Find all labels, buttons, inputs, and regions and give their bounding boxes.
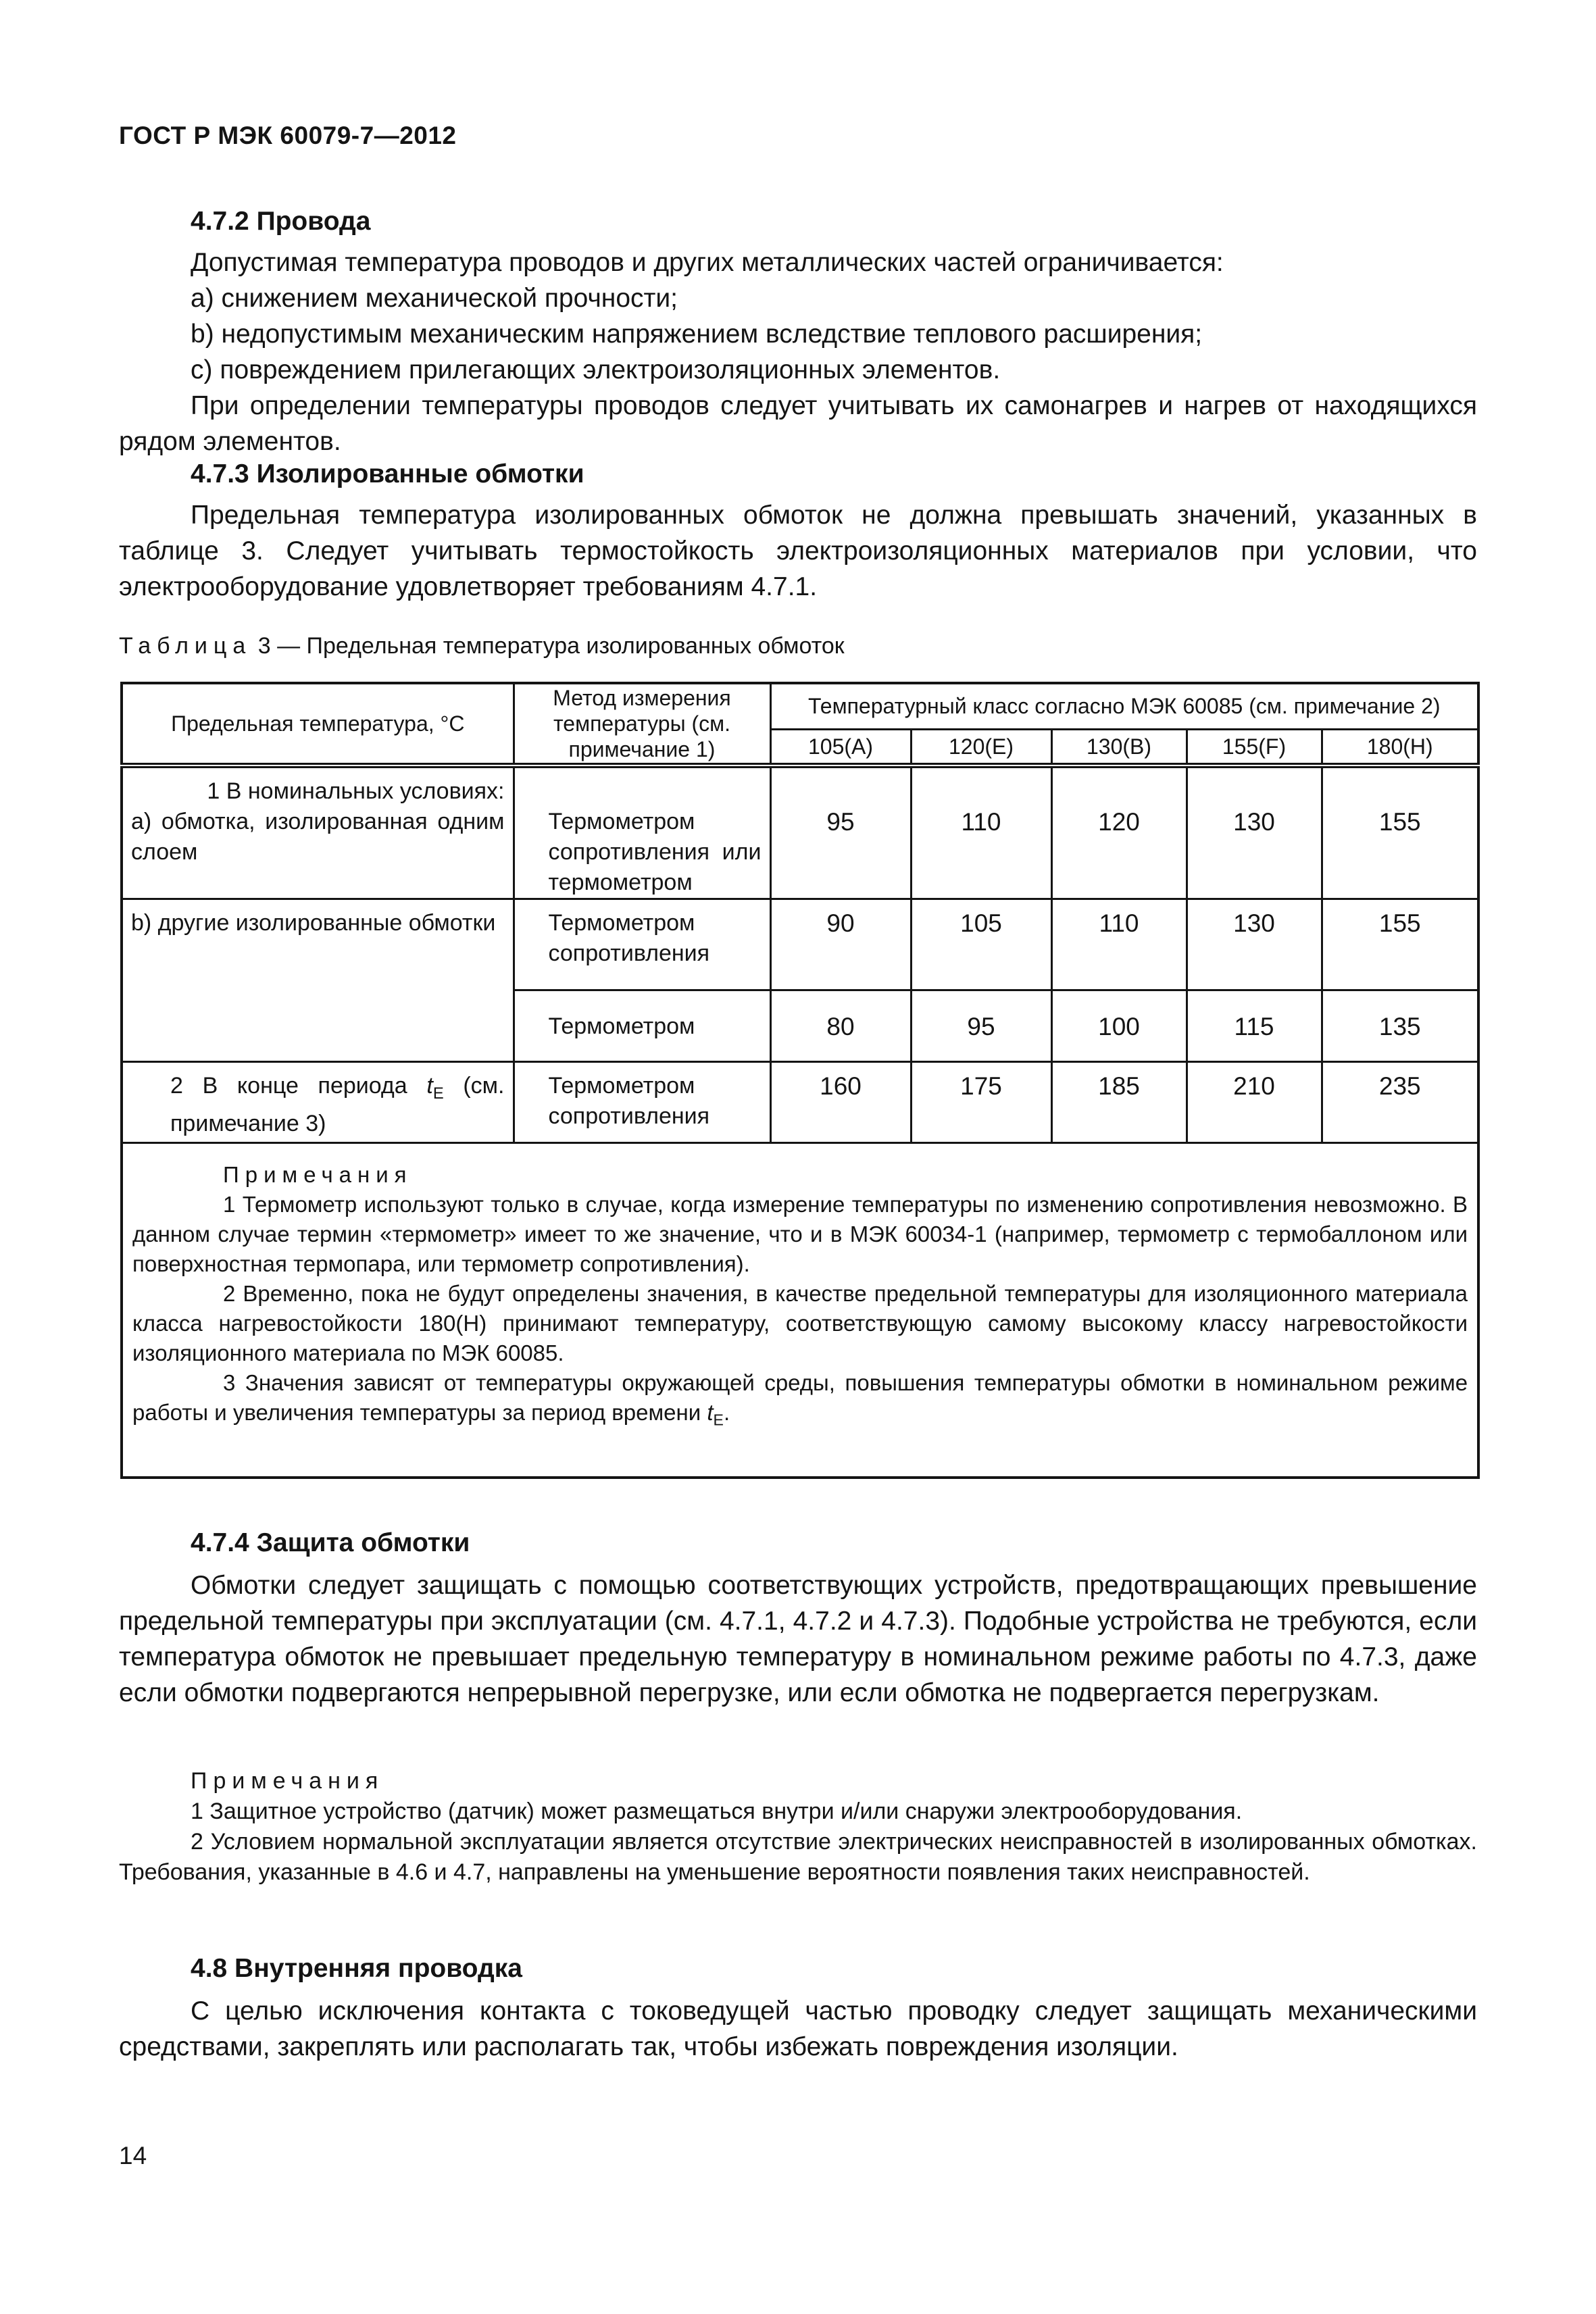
cell-value: 185 [1051,1062,1187,1143]
note-1: 1 Термометр используют только в случае, когда измерение температуры по изменению сопротивления невозможно. В данном случае термин «термометр» имеет то же значение, что и в МЭК 60034-1 (например, термометр с термобаллоном или поверхностная термопара, или термометр сопротивления). [132,1192,1468,1276]
note-3: 3 Значения зависят от температуры окружающей среды, повышения температуры обмотки в номинальном режиме работы и увеличения температуры за период времени [132,1370,1468,1425]
section-4-7-3-body [119,497,1477,605]
row-method: Термометром сопротивления [514,899,770,990]
header-class-b: 130(B) [1051,729,1187,765]
note-3-end: . [723,1400,730,1425]
cell-value: 100 [1051,990,1187,1062]
note-2: 2 Условием нормальной эксплуатации является отсутствие электрических неисправностей в изолированных обмотках. Требования, указанные в 4.6 и 4.7, направлены на уменьшение вероятности появления таких неисправностей. [119,1829,1477,1885]
table-row [122,1062,1478,1143]
row-label-line2: a) обмотка, изолированная одним слоем [131,809,505,865]
table-caption-title: 3 — Предельная температура изолированных обмоток [251,633,845,659]
cell-value: 80 [770,990,911,1062]
section-4-8-body [119,1993,1477,2065]
row-label: b) другие изолированные обмотки [122,899,514,1062]
cell-value: 90 [770,899,911,990]
cell-value: 130 [1187,899,1322,990]
symbol-subscript: E [432,1084,444,1103]
temperature-limits-table [120,682,1480,1479]
intro-text: Допустимая температура проводов и других металлических частей ограничивается: [191,248,1224,277]
cell-value: 235 [1322,1062,1478,1143]
table-notes-row [122,1143,1478,1478]
row-label-text: 2 В конце периода [170,1073,427,1099]
paragraph-text: С целью исключения контакта с токоведущей частью проводку следует защищать механическими средствами, закреплять или располагать так, чтобы избежать повреждения изоляции. [119,1996,1477,2061]
cell-value: 155 [1322,899,1478,990]
list-item-b: b) недопустимым механическим напряжением вследствие теплового расширения; [191,320,1203,349]
cell-value: 135 [1322,990,1478,1062]
symbol-subscript: E [713,1411,724,1429]
section-4-7-2-body [119,245,1477,459]
section-4-7-4-body [119,1567,1477,1711]
paragraph-text: Предельная температура изолированных обмоток не должна превышать значений, указанных в таблице 3. Следует учитывать термостойкость электроизоляционных материалов при условии, что электрооборудование удовлетворяет требованиям 4.7.1. [119,501,1477,601]
table-caption [119,633,845,659]
row-method: Термометром сопротивления или термометром [514,765,770,899]
row-method: Термометром сопротивления [514,1062,770,1143]
paragraph [119,245,1477,280]
header-temperature-class: Температурный класс согласно МЭК 60085 (см. примечание 2) [770,683,1478,729]
row-label [122,765,514,899]
section-heading-4-7-4: 4.7.4 Защита обмотки [191,1528,470,1557]
row-method: Термометром [514,990,770,1062]
header-class-a: 105(A) [770,729,911,765]
document-header: ГОСТ Р МЭК 60079-7—2012 [119,122,457,149]
row-label [122,1062,514,1143]
table-row [122,765,1478,899]
cell-value: 115 [1187,990,1322,1062]
cell-value: 95 [911,990,1051,1062]
table-row [122,899,1478,990]
header-limit-temperature: Предельная температура, °С [122,683,514,765]
cell-value: 120 [1051,765,1187,899]
section-4-7-4-notes [119,1766,1477,1888]
section-heading-4-8: 4.8 Внутренняя проводка [191,1954,522,1983]
cell-value: 210 [1187,1062,1322,1143]
cell-value: 155 [1322,765,1478,899]
cell-value: 130 [1187,765,1322,899]
header-class-e: 120(E) [911,729,1051,765]
table-notes [122,1143,1478,1478]
list-item-a: a) снижением механической прочности; [191,284,678,313]
notes-title: Примечания [191,1768,384,1794]
note-1: 1 Защитное устройство (датчик) может размещаться внутри и/или снаружи электрооборудования. [191,1799,1243,1824]
header-measurement-method: Метод измерения температуры (см. примечание 1) [514,683,770,765]
cell-value: 110 [911,765,1051,899]
header-class-h: 180(H) [1322,729,1478,765]
symbol-t: t [426,1073,433,1099]
row-label-text-end: (см. примечание 3) [170,1073,505,1136]
header-class-f: 155(F) [1187,729,1322,765]
section-heading-4-7-3: 4.7.3 Изолированные обмотки [191,459,584,488]
table-caption-word: Таблица [119,633,252,659]
cell-value: 160 [770,1062,911,1143]
paragraph-text: При определении температуры проводов следует учитывать их самонагрев и нагрев от находящихся рядом элементов. [119,391,1477,456]
list-item-c: c) повреждением прилегающих электроизоляционных элементов. [191,355,1001,384]
cell-value: 110 [1051,899,1187,990]
note-2: 2 Временно, пока не будут определены значения, в качестве предельной температуры для изоляционного материала класса нагревостойкости 180(H) принимают температуру, соответствующую самому высокому классу нагревостойкости изоляционного материала по МЭК 60085. [132,1281,1468,1365]
cell-value: 95 [770,765,911,899]
page-number: 14 [119,2142,147,2169]
symbol-t: t [707,1400,714,1425]
cell-value: 105 [911,899,1051,990]
section-heading-4-7-2: 4.7.2 Провода [191,207,371,236]
notes-title: Примечания [223,1162,413,1187]
paragraph-text: Обмотки следует защищать с помощью соответствующих устройств, предотвращающих превышение предельной температуры при эксплуатации (см. 4.7.1, 4.7.2 и 4.7.3). Подобные устройства не требуются, если температура обмоток не превышает предельную температуру в номинальном режиме работы по 4.7.3, даже если обмотки подвергаются непрерывной перегрузке, или если обмотка не подвергается перегрузкам. [119,1571,1477,1707]
row-label-line1: 1 В номинальных условиях: [207,778,505,804]
cell-value: 175 [911,1062,1051,1143]
